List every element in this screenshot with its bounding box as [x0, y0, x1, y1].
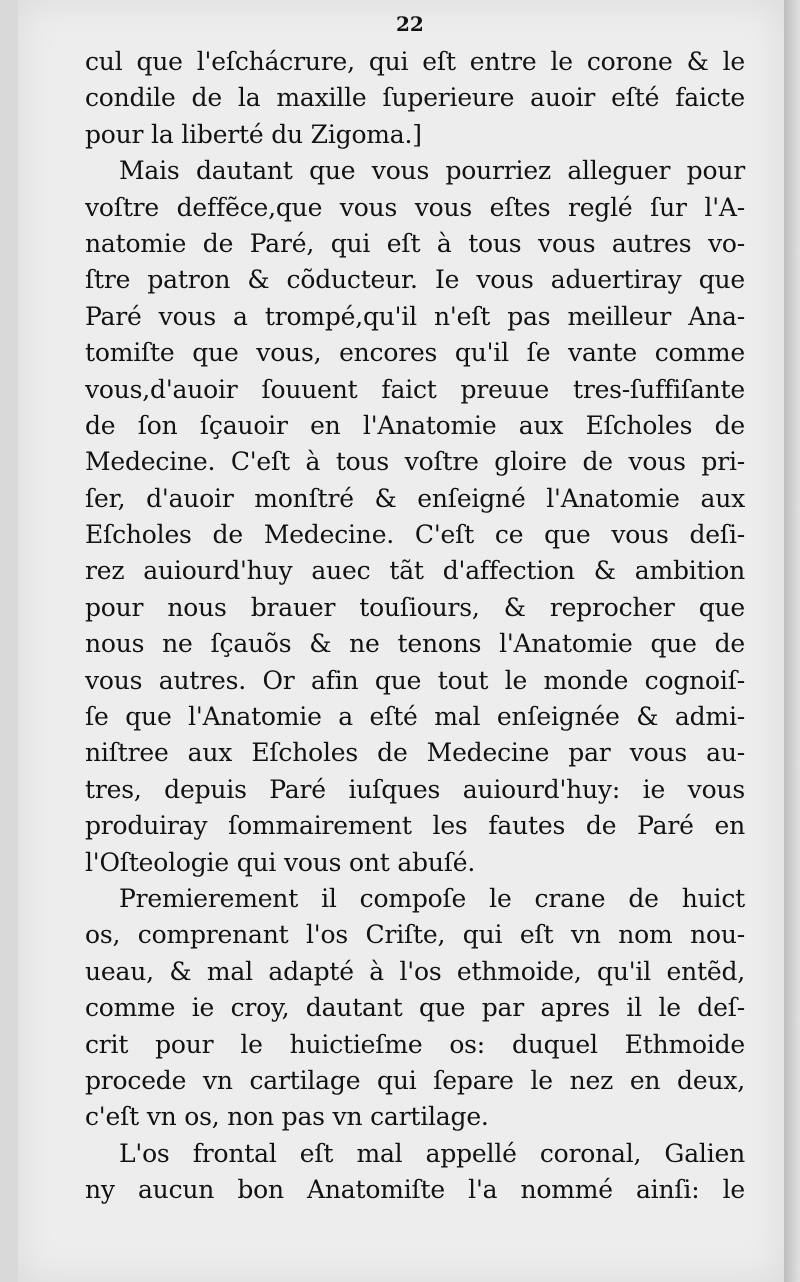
- body-text: [85, 44, 745, 1209]
- text-line: L'os frontal eſt mal appellé coronal, Galien: [119, 1138, 745, 1168]
- text-line: pour nous brauer touſiours, & reprocher que: [85, 592, 745, 622]
- text-line: ſe que l'Anatomie a eſté mal enſeignée & admi-: [85, 702, 745, 732]
- text-line: vous autres. Or afin que tout le monde cognoiſ-: [85, 665, 745, 695]
- text-line: ſtre patron & cõducteur. Ie vous aduertiray que: [85, 265, 745, 295]
- book-page: [18, 0, 784, 1282]
- text-line: cul que l'eſchácrure, qui eſt entre le corone & le: [85, 47, 745, 76]
- text-line: comme ie croy, dautant que par apres il le deſ-: [85, 993, 745, 1023]
- text-line: nous ne ſçauõs & ne tenons l'Anatomie que de: [85, 629, 745, 659]
- text-line: niſtree aux Eſcholes de Medecine par vous au-: [85, 738, 745, 768]
- text-line: Paré vous a trompé,qu'il n'eſt pas meilleur Ana-: [85, 301, 745, 331]
- text-line: os, comprenant l'os Criſte, qui eſt vn nom nou-: [85, 920, 745, 950]
- text-line: tomiſte que vous, encores qu'il ſe vante comme: [85, 338, 745, 368]
- text-line: c'eſt vn os, non pas vn cartilage.: [85, 1102, 489, 1132]
- text-line: de ſon ſçauoir en l'Anatomie aux Eſcholes de: [85, 410, 745, 440]
- text-line: pour la liberté du Zigoma.]: [85, 119, 422, 149]
- text-line: l'Oſteologie qui vous ont abuſé.: [85, 847, 476, 877]
- page-number: 22: [396, 12, 424, 36]
- text-line: vous,d'auoir ſouuent faict preuue tres-ſuffiſante: [85, 374, 745, 404]
- text-line: procede vn cartilage qui ſepare le nez en deux,: [85, 1065, 745, 1095]
- text-line: rez auiourd'huy auec tãt d'affection & ambition: [85, 556, 745, 586]
- text-line: voſtre deffẽce,que vous vous eſtes reglé ſur l'A-: [85, 192, 745, 222]
- text-line: Premierement il compoſe le crane de huict: [119, 883, 745, 913]
- text-line: produiray ſommairement les fautes de Paré en: [85, 811, 745, 841]
- text-line: ny aucun bon Anatomiſte l'a nommé ainſi: le: [85, 1175, 745, 1205]
- text-line: Eſcholes de Medecine. C'eſt ce que vous deſi-: [85, 520, 745, 550]
- text-line: ſer, d'auoir monſtré & enſeigné l'Anatomie aux: [85, 483, 745, 513]
- text-line: tres, depuis Paré iuſques auiourd'huy: ie vous: [85, 774, 745, 804]
- text-line: Mais dautant que vous pourriez alleguer pour: [119, 156, 745, 186]
- text-line: natomie de Paré, qui eſt à tous vous autres vo-: [85, 228, 745, 258]
- text-line: ueau, & mal adapté à l'os ethmoide, qu'il entẽd,: [85, 956, 745, 986]
- text-line: condile de la maxille ſuperieure auoir eſté faicte: [85, 83, 745, 113]
- text-line: crit pour le huictieſme os: duquel Ethmoide: [85, 1029, 745, 1059]
- text-line: Medecine. C'eſt à tous voſtre gloire de vous pri-: [85, 447, 745, 477]
